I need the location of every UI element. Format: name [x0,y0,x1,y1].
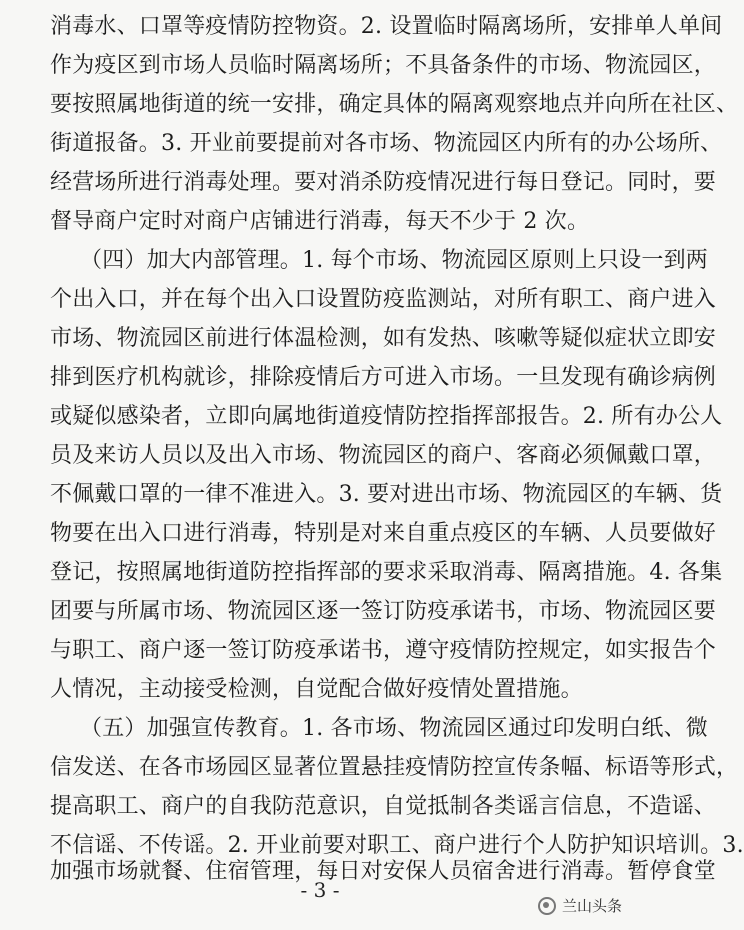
text-line: 排到医疗机构就诊，排除疫情后方可进入市场。一旦发现有确诊病例 [50,365,717,390]
text-line: 不信谣、不传谣。2. 开业前要对职工、商户进行个人防护知识培训。3. [50,833,744,858]
text-line: 提高职工、商户的自我防范意识，自觉抵制各类谣言信息，不造谣、 [50,794,717,819]
text-line: 作为疫区到市场人员临时隔离场所；不具备条件的市场、物流园区， [50,53,717,78]
text-line: 不佩戴口罩的一律不准进入。3. 要对进出市场、物流园区的车辆、货 [50,482,723,507]
text-line: 员及来访人员以及出入市场、物流园区的商户、客商必须佩戴口罩， [50,443,717,468]
text-line: 物要在出入口进行消毒，特别是对来自重点疫区的车辆、人员要做好 [50,521,717,546]
text-line: 与职工、商户逐一签订防疫承诺书，遵守疫情防控规定，如实报告个 [50,638,717,663]
text-line: 团要与所属市场、物流园区逐一签订防疫承诺书，市场、物流园区要 [50,599,717,624]
text-line: 个出入口，并在每个出入口设置防疫监测站，对所有职工、商户进入 [50,287,717,312]
text-line: 市场、物流园区前进行体温检测，如有发热、咳嗽等疑似症状立即安 [50,326,717,351]
text-line: 或疑似感染者，立即向属地街道疫情防控指挥部报告。2. 所有办公人 [50,404,723,429]
text-line: 街道报备。3. 开业前要提前对各市场、物流园区内所有的办公场所、 [50,131,723,156]
section-heading-line: （五）加强宣传教育。1. 各市场、物流园区通过印发明白纸、微 [80,716,708,741]
text-line: 信发送、在各市场园区显著位置悬挂疫情防控宣传条幅、标语等形式， [50,755,739,780]
text-line: 消毒水、口罩等疫情防控物资。2. 设置临时隔离场所，安排单人单间 [50,14,723,39]
wechat-channel-icon [538,897,556,915]
text-line: 经营场所进行消毒处理。要对消杀防疫情况进行每日登记。同时，要 [50,170,717,195]
text-line: 人情况，主动接受检测，自觉配合做好疫情处置措施。 [50,677,583,702]
watermark [538,895,622,916]
watermark-label: 兰山头条 [561,897,622,915]
section-heading-line: （四）加大内部管理。1. 每个市场、物流园区原则上只设一到两 [80,248,708,273]
text-line: 加强市场就餐、住宿管理，每日对安保人员宿舍进行消毒。暂停食堂 [50,859,717,884]
page-number: - 3 - [300,878,340,902]
text-line: 要按照属地街道的统一安排，确定具体的隔离观察地点并向所在社区、 [50,92,739,117]
text-line: 督导商户定时对商户店铺进行消毒，每天不少于 2 次。 [50,209,590,234]
text-line: 登记，按照属地街道防控指挥部的要求采取消毒、隔离措施。4. 各集 [50,560,723,585]
